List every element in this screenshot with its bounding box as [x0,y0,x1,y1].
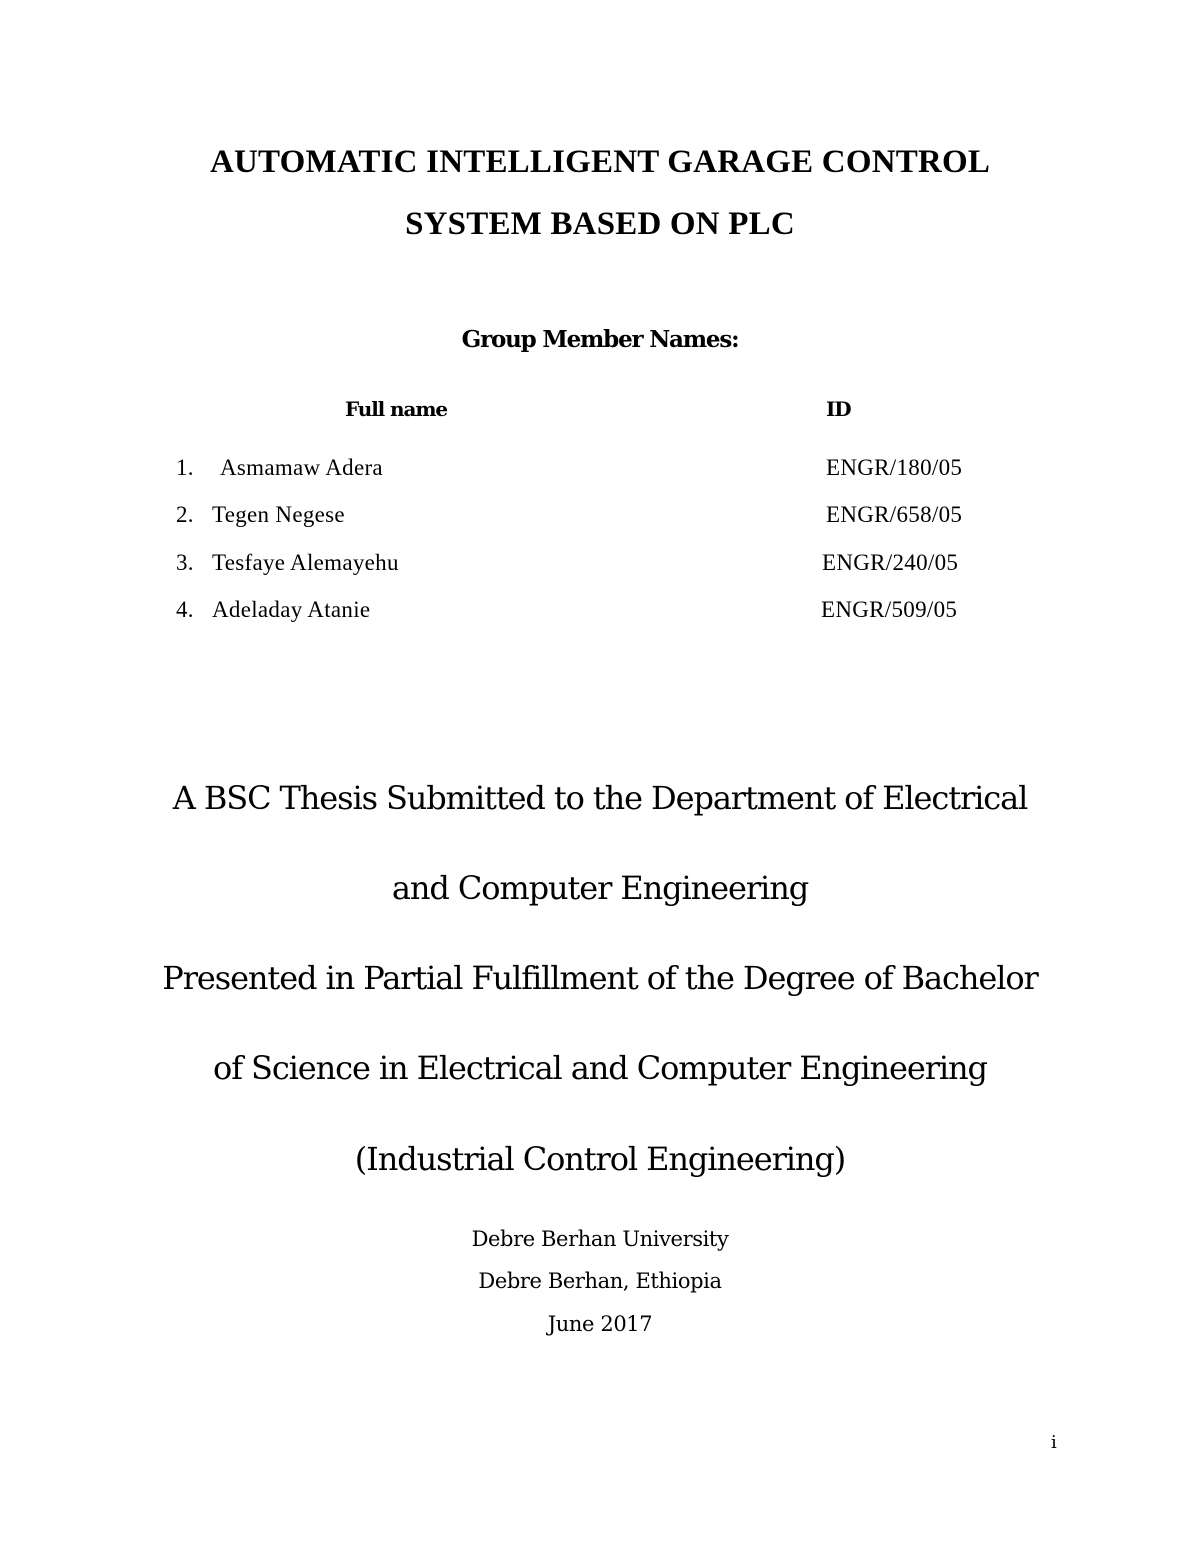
university-name: Debre Berhan University [471,1227,729,1251]
page-number: i [1051,1432,1057,1453]
column-header-full-name: Full name [345,397,448,421]
member-number: 4. [176,597,194,622]
group-members-heading: Group Member Names: [461,326,739,353]
thesis-statement-line: Presented in Partial Fulfillment of the Degree of Bachelor [162,959,1038,997]
member-number: 1. [176,455,194,480]
member-number: 2. [176,502,194,527]
thesis-statement-line: and Computer Engineering [391,869,809,907]
title-line-2: SYSTEM BASED ON PLC [405,206,795,242]
member-row [0,597,1200,627]
member-name: Asmamaw Adera [220,455,383,480]
university-location: Debre Berhan, Ethiopia [478,1269,722,1293]
member-name: Tesfaye Alemayehu [212,550,399,575]
column-header-id: ID [826,397,851,421]
thesis-statement-line: (Industrial Control Engineering) [354,1140,846,1178]
member-name: Adeladay Atanie [212,597,371,622]
member-id: ENGR/240/05 [822,550,959,575]
member-id: ENGR/658/05 [826,502,963,527]
member-id: ENGR/509/05 [821,597,958,622]
thesis-statement-line: A BSC Thesis Submitted to the Department of Electrical [172,779,1028,817]
thesis-statement-line: of Science in Electrical and Computer Engineering [213,1049,987,1087]
member-row [0,455,1200,485]
member-name: Tegen Negese [212,502,345,527]
submission-date: June 2017 [547,1312,653,1336]
member-row [0,502,1200,532]
title-line-1: AUTOMATIC INTELLIGENT GARAGE CONTROL [209,144,991,180]
member-id: ENGR/180/05 [826,455,963,480]
member-number: 3. [176,550,194,575]
member-row [0,550,1200,580]
